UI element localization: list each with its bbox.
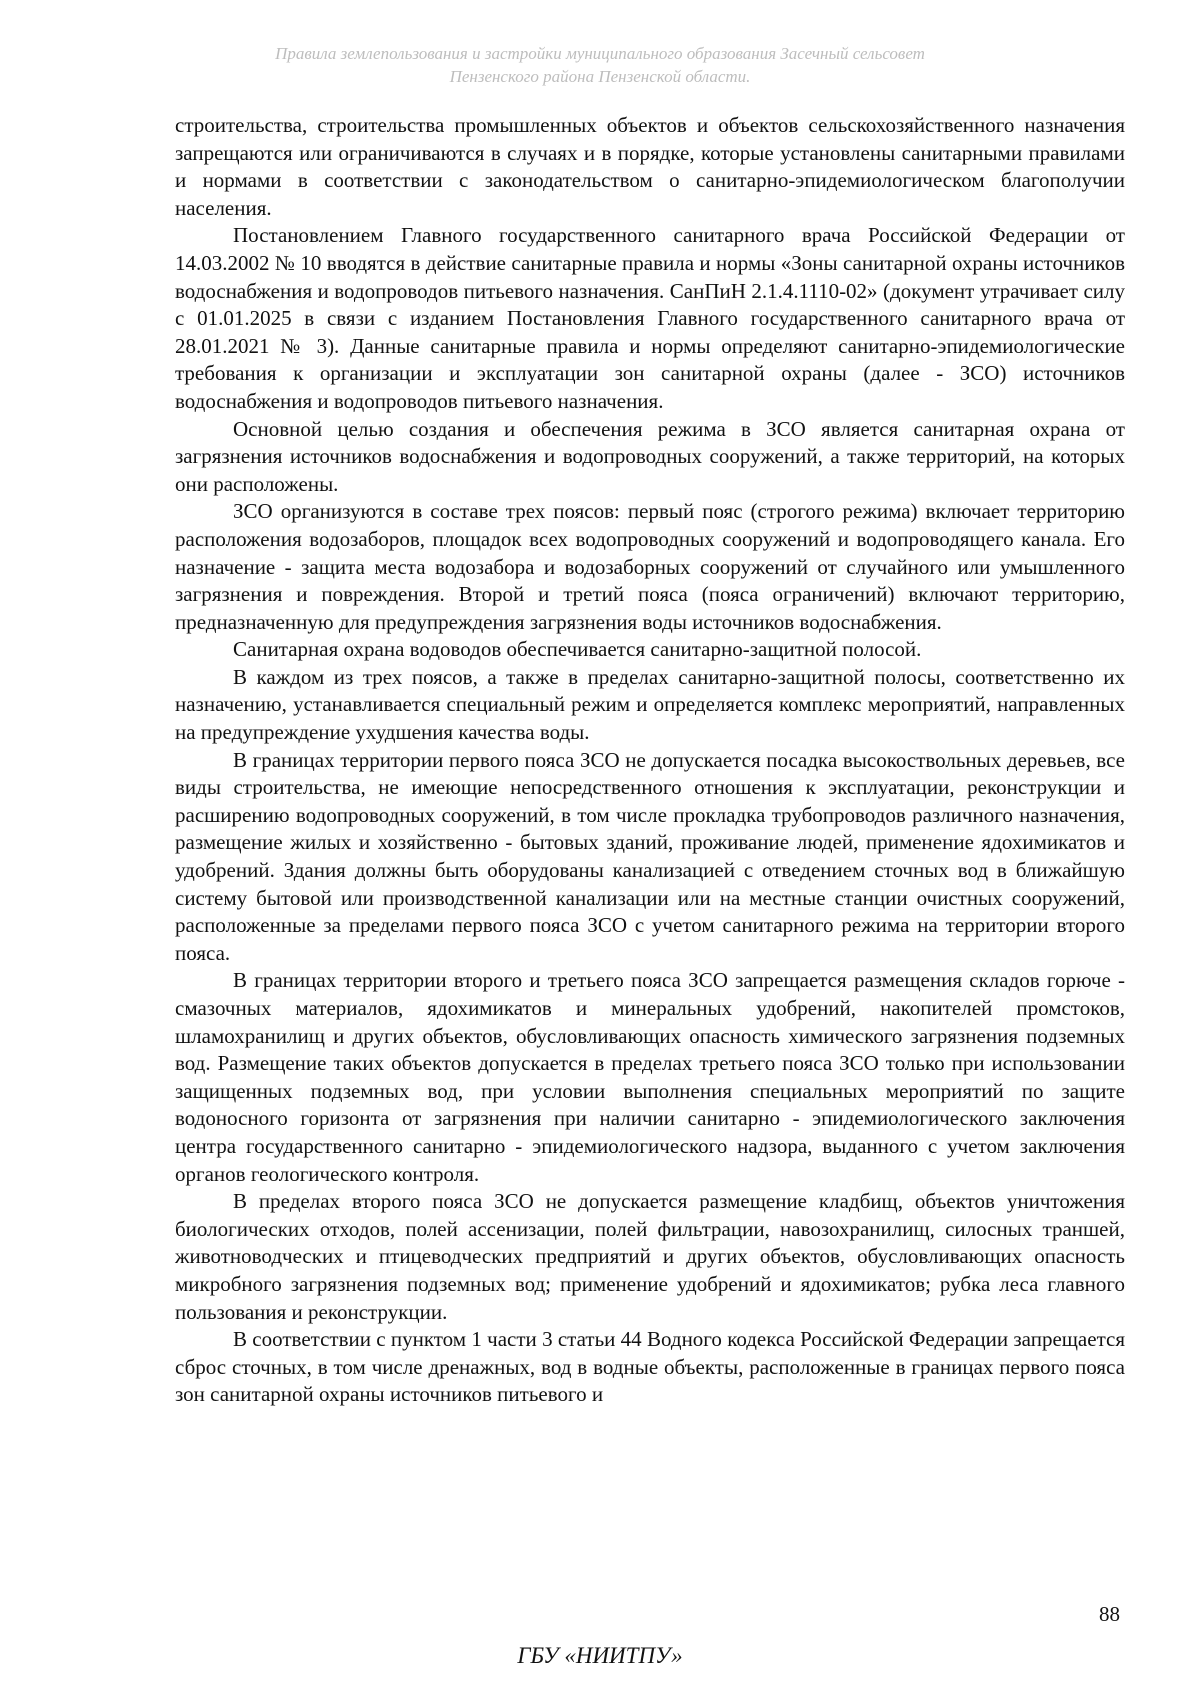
running-header-line-1: Правила землепользования и застройки муниципального образования Засечный сельсовет: [275, 44, 925, 63]
footer-organization: ГБУ «НИИТПУ»: [517, 1643, 683, 1668]
running-header: [175, 42, 1025, 88]
paragraph: В пределах второго пояса ЗСО не допускается размещение кладбищ, объектов уничтожения биологических отходов, полей ассенизации, полей фильтрации, навозохранилищ, силосных траншей, животноводческих и птицеводческих предприятий и других объектов, обусловливающих опасность микробного загрязнения подземных вод; применение удобрений и ядохимикатов; рубка леса главного пользования и реконструкции.: [175, 1189, 1125, 1324]
paragraph: В границах территории первого пояса ЗСО не допускается посадка высокоствольных деревьев, все виды строительства, не имеющие непосредственного отношения к эксплуатации, реконструкции и расширению водопроводных сооружений, в том числе прокладка трубопроводов различного назначения, размещение жилых и хозяйственно - бытовых зданий, проживание людей, применение ядохимикатов и удобрений. Здания должны быть оборудованы канализацией с отведением сточных вод в ближайшую систему бытовой или производственной канализации или на местные станции очистных сооружений, расположенные за пределами первого пояса ЗСО с учетом санитарного режима на территории второго пояса.: [175, 747, 1125, 965]
paragraph: Санитарная охрана водоводов обеспечивается санитарно-защитной полосой.: [233, 637, 922, 662]
paragraph: В соответствии с пунктом 1 части 3 статьи 44 Водного кодекса Российской Федерации запрещается сброс сточных, в том числе дренажных, вод в водные объекты, расположенные в границах первого пояса зон санитарной охраны источников питьевого и: [175, 1327, 1125, 1407]
paragraph: В границах территории второго и третьего пояса ЗСО запрещается размещения складов горюче - смазочных материалов, ядохимикатов и минеральных удобрений, накопителей промстоков, шламохранилищ и других объектов, обусловливающих опасность химического загрязнения подземных вод. Размещение таких объектов допускается в пределах третьего пояса ЗСО только при использовании защищенных подземных вод, при условии выполнения специальных мероприятий по защите водоносного горизонта от загрязнения при наличии санитарно - эпидемиологического заключения центра государственного санитарно - эпидемиологического надзора, выданного с учетом заключения органов геологического контроля.: [175, 968, 1125, 1186]
page-number: 88: [1099, 1602, 1120, 1626]
paragraph: строительства, строительства промышленных объектов и объектов сельскохозяйственного назначения запрещаются или ограничиваются в случаях и в порядке, которые установлены санитарными правилами и нормами в соответствии с законодательством о санитарно-эпидемиологическом благополучии населения.: [175, 113, 1125, 220]
paragraph: Основной целью создания и обеспечения режима в ЗСО является санитарная охрана от загрязнения источников водоснабжения и водопроводных сооружений, а также территорий, на которых они расположены.: [175, 416, 1125, 496]
paragraph: В каждом из трех поясов, а также в пределах санитарно-защитной полосы, соответственно их назначению, устанавливается специальный режим и определяется комплекс мероприятий, направленных на предупреждение ухудшения качества воды.: [175, 664, 1125, 745]
paragraph: Постановлением Главного государственного санитарного врача Российской Федерации от 14.03.2002 № 10 вводятся в действие санитарные правила и нормы «Зоны санитарной охраны источников водоснабжения и водопроводов питьевого назначения. СанПиН 2.1.4.1110-02» (документ утрачивает силу с 01.01.2025 в связи с изданием Постановления Главного государственного санитарного врача от 28.01.2021 № 3). Данные санитарные правила и нормы определяют санитарно-эпидемиологические требования к организации и эксплуатации зон санитарной охраны (далее - ЗСО) источников водоснабжения и водопроводов питьевого назначения.: [175, 223, 1125, 413]
paragraph: ЗСО организуются в составе трех поясов: первый пояс (строгого режима) включает территорию расположения водозаборов, площадок всех водопроводных сооружений и водопроводящего канала. Его назначение - защита места водозабора и водозаборных сооружений от случайного или умышленного загрязнения и повреждения. Второй и третий пояса (пояса ограничений) включают территорию, предназначенную для предупреждения загрязнения воды источников водоснабжения.: [175, 499, 1125, 634]
running-header-line-2: Пензенского района Пензенской области.: [449, 67, 751, 86]
body-text: [175, 112, 1125, 1409]
